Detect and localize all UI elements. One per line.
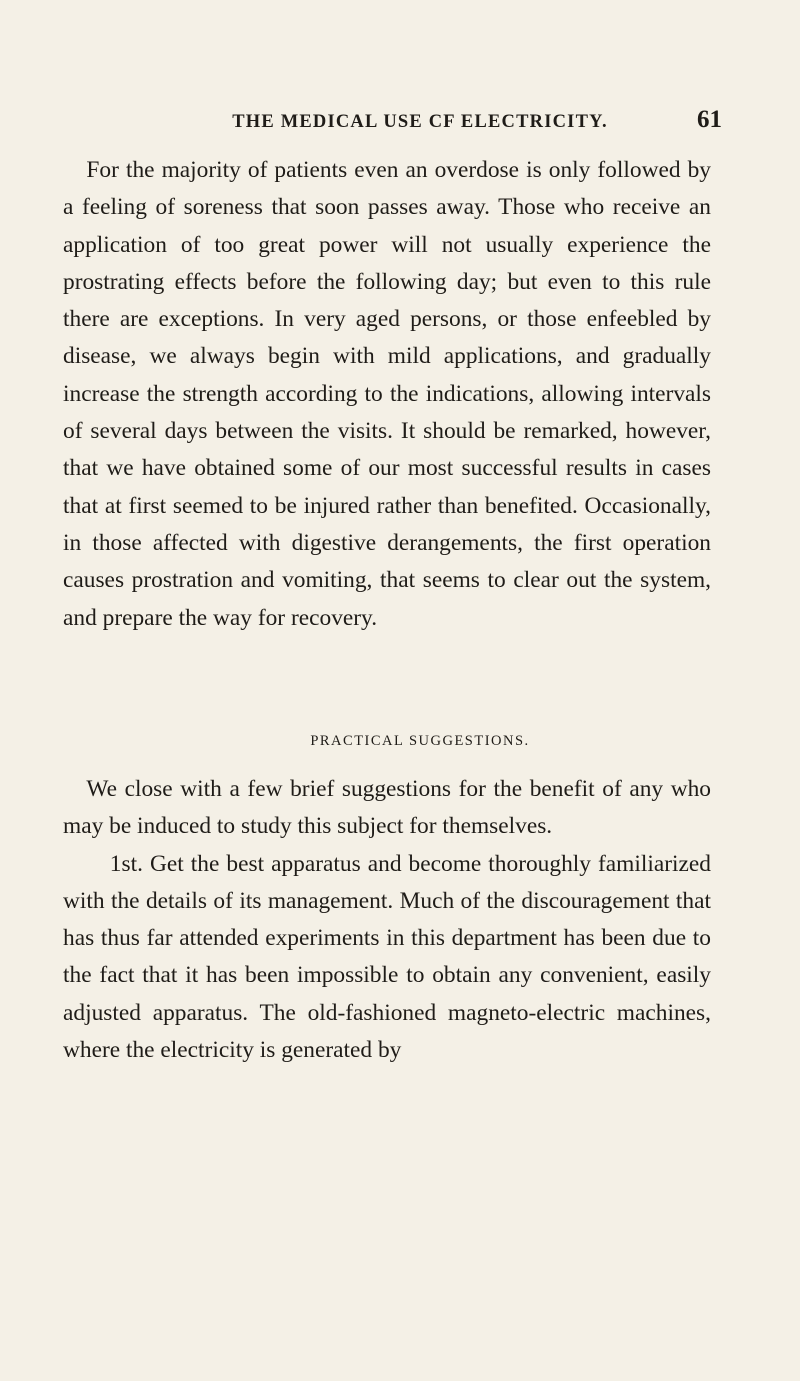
section-text-block [63, 771, 711, 1069]
section-heading: PRACTICAL SUGGESTIONS. [310, 733, 530, 749]
body-text-block [63, 152, 711, 637]
paragraph: 1st. Get the best apparatus and become thoroughly familiarized with the details of its management. Much of the discouragement that has thus far attended experiments in this department has been due to the fact that it has been impossible to obtain any convenient, easily adjusted apparatus. The old-fashioned magneto-electric machines, where the electricity is generated by [63, 850, 711, 1064]
running-title: THE MEDICAL USE CF ELECTRICITY. [232, 112, 608, 132]
paragraph: We close with a few brief suggestions for the benefit of any who may be induced to study this subject for themselves. [63, 776, 711, 840]
page-number: 61 [697, 106, 722, 133]
paragraph: For the majority of patients even an overdose is only followed by a feeling of soreness that soon passes away. Those who receive an application of too great power will not usually experience the prostrating effects before the following day; but even to this rule there are exceptions. In very aged persons, or those enfeebled by disease, we always begin with mild applications, and gradually increase the strength according to the indications, allowing intervals of several days between the visits. It should be remarked, however, that we have obtained some of our most successful results in cases that at first seemed to be injured rather than benefited. Occasionally, in those affected with digestive derangements, the first operation causes prostration and vomiting, that seems to clear out the system, and prepare the way for recovery. [63, 157, 711, 631]
